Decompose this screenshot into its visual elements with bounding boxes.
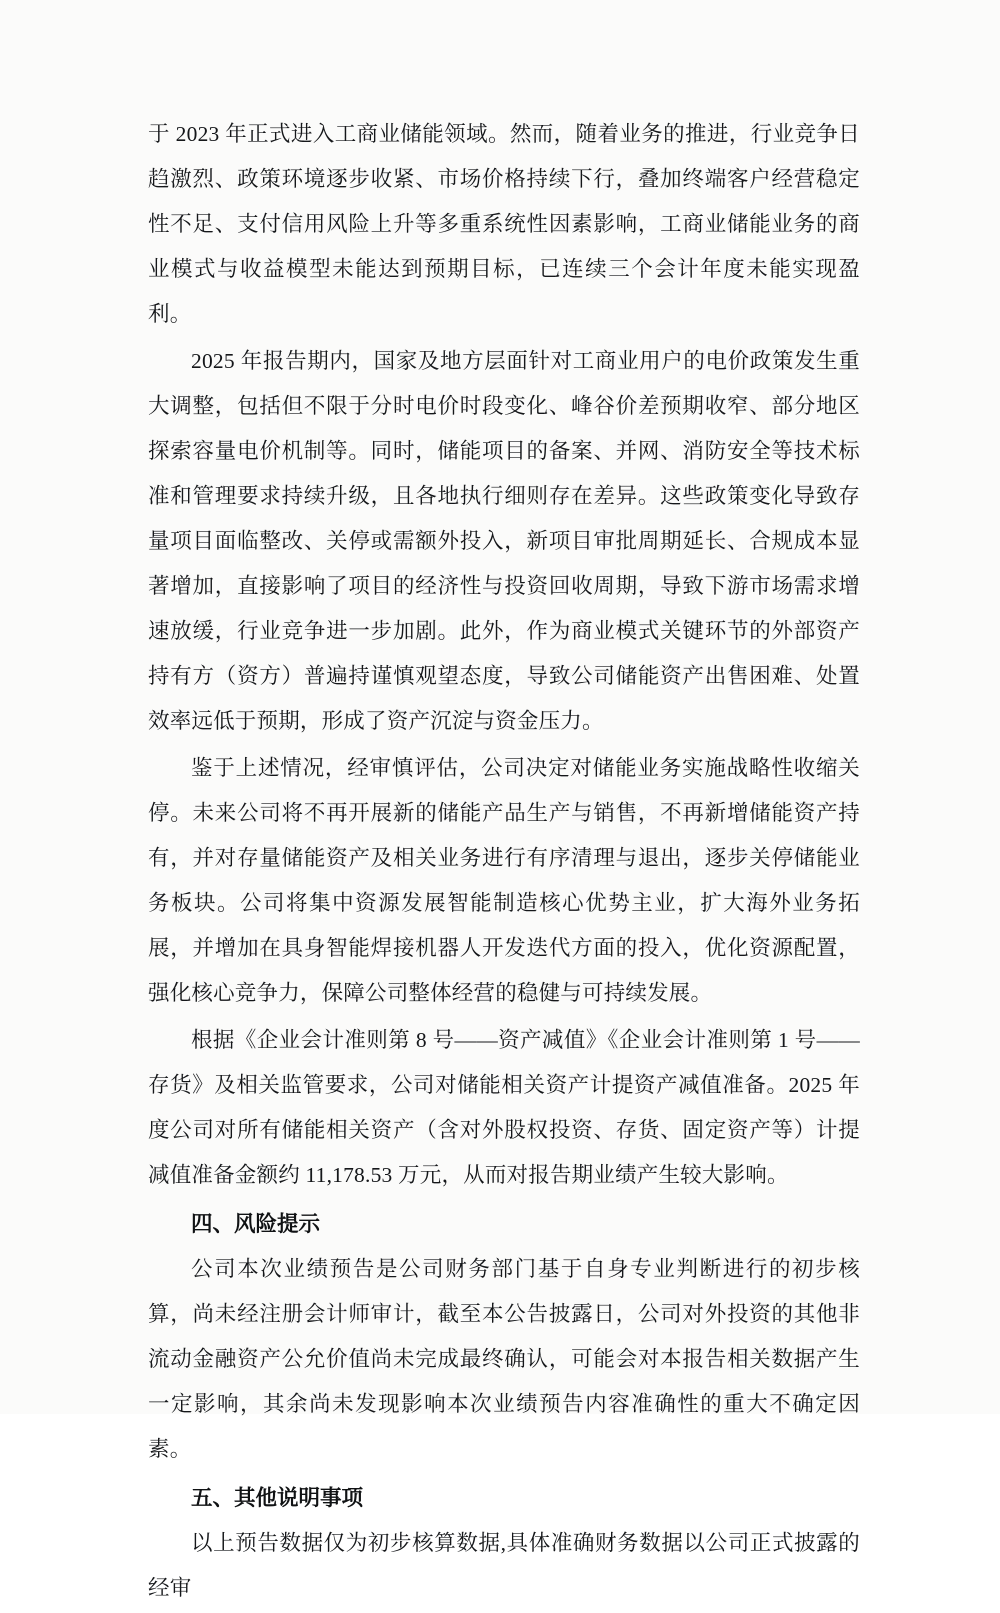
paragraph-policy-changes: 2025 年报告期内，国家及地方层面针对工商业用户的电价政策发生重大调整，包括但不限于分时电价时段变化、峰谷价差预期收窄、部分地区探索容量电价机制等。同时，储能项目的备案、并网、消防安全等技术标准和管理要求持续升级，且各地执行细则存在差异。这些政策变化导致存量项目面临整改、关停或需额外投入，新项目审批周期延长、合规成本显著增加，直接影响了项目的经济性与投资回收周期，导致下游市场需求增速放缓，行业竞争进一步加剧。此外，作为商业模式关键环节的外部资产持有方（资方）普遍持谨慎观望态度，导致公司储能资产出售困难、处置效率远低于预期，形成了资产沉淀与资金压力。 bbox=[148, 349, 860, 733]
paragraph-risk-notice-body: 公司本次业绩预告是公司财务部门基于自身专业判断进行的初步核算，尚未经注册会计师审计，截至本公告披露日，公司对外投资的其他非流动金融资产公允价值尚未完成最终确认，可能会对本报告相关数据产生一定影响，其余尚未发现影响本次业绩预告内容准确性的重大不确定因素。 bbox=[148, 1257, 860, 1461]
document-body bbox=[148, 112, 860, 1613]
paragraph-impairment-provision: 根据《企业会计准则第 8 号——资产减值》《企业会计准则第 1 号——存货》及相关监管要求，公司对储能相关资产计提资产减值准备。2025 年度公司对所有储能相关资产（含对外股权投资、存货、固定资产等）计提减值准备金额约 11,178.53 万元，从而对报告期业绩产生较大影响。 bbox=[148, 1028, 860, 1187]
paragraph-strategic-contraction: 鉴于上述情况，经审慎评估，公司决定对储能业务实施战略性收缩关停。未来公司将不再开展新的储能产品生产与销售，不再新增储能资产持有，并对存量储能资产及相关业务进行有序清理与退出，逐步关停储能业务板块。公司将集中资源发展智能制造核心优势主业，扩大海外业务拓展，并增加在具身智能焊接机器人开发迭代方面的投入，优化资源配置，强化核心竞争力，保障公司整体经营的稳健与可持续发展。 bbox=[148, 756, 860, 1005]
section-heading-other-matters: 五、其他说明事项 bbox=[191, 1486, 364, 1510]
section-heading-risk-notice: 四、风险提示 bbox=[191, 1212, 321, 1236]
paragraph-energy-storage-entry: 于 2023 年正式进入工商业储能领域。然而，随着业务的推进，行业竞争日趋激烈、政策环境逐步收紧、市场价格持续下行，叠加终端客户经营稳定性不足、支付信用风险上升等多重系统性因素影响，工商业储能业务的商业模式与收益模型未能达到预期目标，已连续三个会计年度未能实现盈利。 bbox=[148, 122, 860, 326]
paragraph-other-matters-body: 以上预告数据仅为初步核算数据,具体准确财务数据以公司正式披露的经审 bbox=[148, 1531, 860, 1600]
